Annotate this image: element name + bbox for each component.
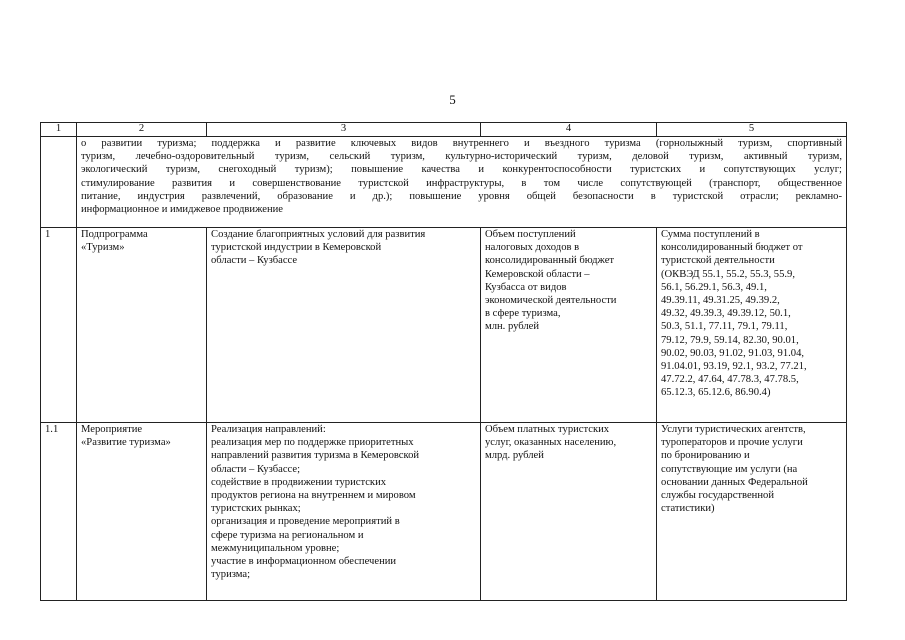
column-header-row bbox=[41, 123, 847, 137]
text-line: консолидированный бюджет от bbox=[661, 242, 803, 254]
text-line: участие в информационном обеспечении bbox=[211, 556, 397, 568]
text-line: туристских рынках; bbox=[211, 503, 301, 515]
text-line: сфере туризма на региональном и bbox=[211, 529, 364, 541]
text-line: службы государственной bbox=[661, 490, 774, 502]
text-line: стимулирование развития и совершенствование туристской инфраструктуры, в том числе сопутствующей (транспорт, общественное bbox=[81, 177, 842, 189]
text-line: Сумма поступлений в bbox=[661, 229, 760, 240]
text-line: туризм, лечебно-оздоровительный туризм, сельский туризм, культурно-исторический туризм, деловой туризм, активный туризм, bbox=[81, 151, 842, 163]
text-line: туризма; bbox=[211, 569, 251, 581]
table-row bbox=[41, 423, 847, 601]
tasks-text-cell bbox=[77, 137, 847, 228]
program-name-cell bbox=[77, 423, 207, 601]
text-line: реализация мер по поддержке приоритетных bbox=[211, 437, 414, 449]
text-line: Мероприятие bbox=[81, 424, 143, 435]
text-line: статистики) bbox=[661, 503, 715, 515]
column-header: 3 bbox=[207, 123, 481, 137]
text-line: Реализация направлений: bbox=[211, 424, 326, 435]
indicators-table bbox=[40, 122, 847, 601]
text-line: (ОКВЭД 55.1, 55.2, 55.3, 55.9, bbox=[661, 268, 795, 280]
row-number: 1 bbox=[41, 228, 77, 423]
text-line: Подпрограмма bbox=[81, 229, 148, 240]
text-line: Создание благоприятных условий для развития bbox=[211, 229, 426, 240]
text-line: о развитии туризма; поддержка и развитие ключевых видов внутреннего и въездного туризма (горнолыжный туризм, спортивный bbox=[81, 138, 842, 149]
task-cell bbox=[207, 228, 481, 423]
text-line: продуктов региона на внутреннем и мировом bbox=[211, 490, 416, 502]
text-line: млн. рублей bbox=[485, 321, 540, 333]
text-line: Объем поступлений bbox=[485, 229, 576, 240]
column-header: 4 bbox=[481, 123, 657, 137]
program-name-cell bbox=[77, 228, 207, 423]
page-number: 5 bbox=[449, 92, 456, 107]
column-header: 1 bbox=[41, 123, 77, 137]
method-cell bbox=[657, 228, 847, 423]
text-line: Кемеровской области – bbox=[485, 268, 590, 280]
text-line: туристской деятельности bbox=[661, 255, 775, 267]
text-line: «Туризм» bbox=[81, 242, 125, 254]
column-header: 5 bbox=[657, 123, 847, 137]
text-line: направлений развития туризма в Кемеровской bbox=[211, 450, 420, 462]
row-number: 1.1 bbox=[41, 423, 77, 601]
text-line: содействие в продвижении туристских bbox=[211, 476, 387, 488]
text-line: сопутствующие им услуги (на bbox=[661, 463, 798, 475]
text-line: туроператоров и прочие услуги bbox=[661, 437, 803, 449]
text-line: млрд. рублей bbox=[485, 450, 544, 462]
text-line: консолидированный бюджет bbox=[485, 255, 615, 267]
text-line: услуг, оказанных населению, bbox=[485, 437, 617, 449]
text-line: экологический туризм, снегоходный туризм); повышение качества и конкурентоспособности туристских и сопутствующих услуг; bbox=[81, 164, 842, 176]
text-line: 50.3, 51.1, 77.11, 79.1, 79.11, bbox=[661, 321, 788, 333]
indicator-cell bbox=[481, 228, 657, 423]
text-line: 65.12.3, 65.12.6, 86.90.4) bbox=[661, 387, 771, 399]
text-line: 49.39.11, 49.31.25, 49.39.2, bbox=[661, 295, 780, 307]
text-line: 79.12, 79.9, 59.14, 82.30, 90.01, bbox=[661, 334, 799, 346]
text-line: туристской индустрии в Кемеровской bbox=[211, 242, 382, 254]
text-line: 90.02, 90.03, 91.02, 91.03, 91.04, bbox=[661, 347, 805, 359]
text-line: Объем платных туристских bbox=[485, 424, 610, 435]
text-line: информационное и имиджевое продвижение bbox=[81, 204, 283, 216]
task-cell bbox=[207, 423, 481, 601]
text-line: 56.1, 56.29.1, 56.3, 49.1, bbox=[661, 281, 767, 293]
text-line: питание, индустрия развлечений, образование и др.); повышение уровня общей безопасности в туристской отрасли; рекламно- bbox=[81, 190, 842, 202]
text-line: в сфере туризма, bbox=[485, 308, 561, 320]
text-line: Услуги туристических агентств, bbox=[661, 424, 806, 435]
text-line: экономической деятельности bbox=[485, 295, 617, 307]
text-line: налоговых доходов в bbox=[485, 242, 580, 254]
text-line: Кузбасса от видов bbox=[485, 281, 567, 293]
empty-cell bbox=[41, 137, 77, 228]
table-row bbox=[41, 228, 847, 423]
text-line: области – Кузбассе; bbox=[211, 463, 301, 475]
indicator-cell bbox=[481, 423, 657, 601]
column-header: 2 bbox=[77, 123, 207, 137]
intro-row bbox=[41, 137, 847, 228]
text-line: межмуниципальном уровне; bbox=[211, 542, 340, 554]
method-cell bbox=[657, 423, 847, 601]
text-line: «Развитие туризма» bbox=[81, 437, 171, 449]
text-line: 91.04.01, 93.19, 92.1, 93.2, 77.21, bbox=[661, 361, 807, 373]
text-line: основании данных Федеральной bbox=[661, 476, 808, 488]
text-line: 47.72.2, 47.64, 47.78.3, 47.78.5, bbox=[661, 374, 799, 386]
text-line: области – Кузбассе bbox=[211, 255, 298, 267]
text-line: организация и проведение мероприятий в bbox=[211, 516, 400, 528]
text-line: 49.32, 49.39.3, 49.39.12, 50.1, bbox=[661, 308, 791, 320]
text-line: по бронированию и bbox=[661, 450, 750, 462]
